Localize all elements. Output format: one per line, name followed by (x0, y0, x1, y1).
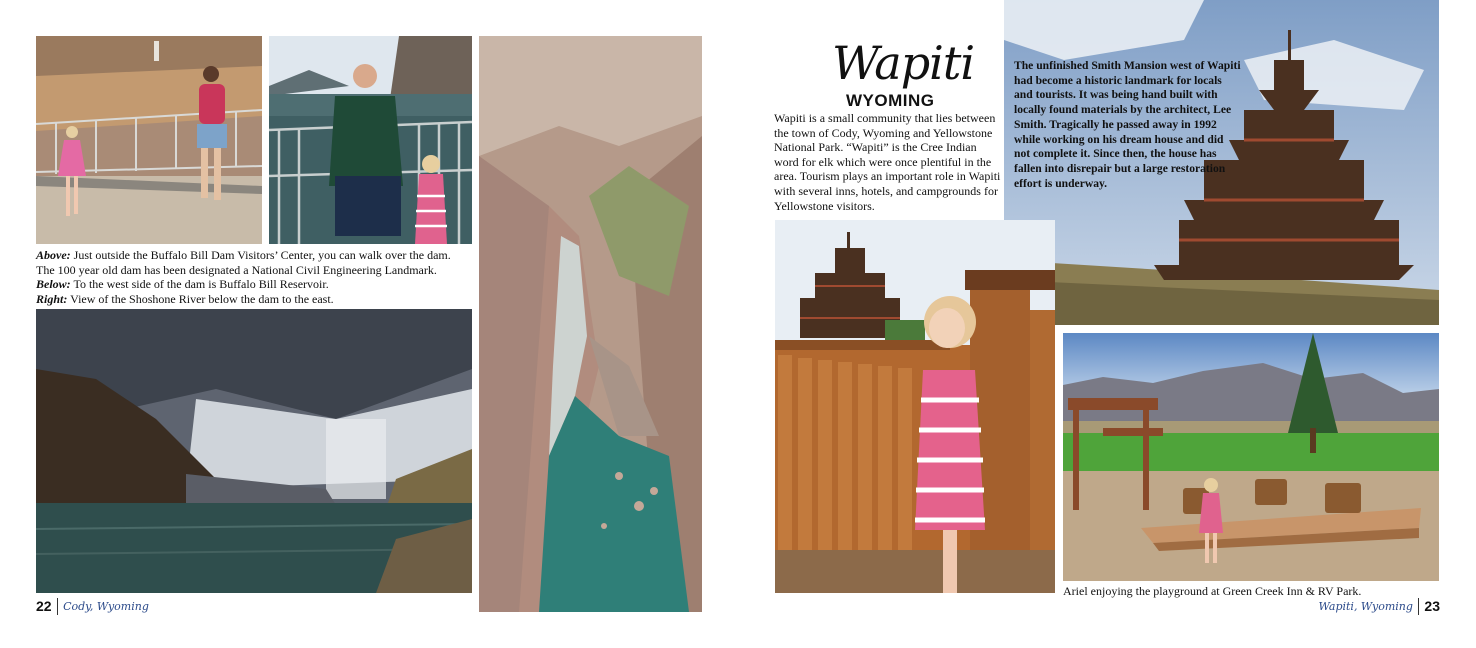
folio-divider (57, 598, 59, 615)
folio-divider (1418, 598, 1420, 615)
buffalo-bill-reservoir-photo (36, 309, 472, 593)
girl-fence-photo (775, 220, 1055, 593)
page-number-left: 22 (36, 598, 52, 614)
right-page-footer (1319, 596, 1440, 616)
wapiti-script-title: Wapiti (832, 36, 975, 90)
caption-right-text: View of the Shoshone River below the dam to the east. (67, 291, 334, 306)
dam-railing-photo (269, 36, 472, 244)
smith-mansion-text: The unfinished Smith Mansion west of Wapiti had become a historic landmark for locals and tourists. It was being hand built with locally found materials by the architect, Lee Smith. Tragically he passed away in 1992 while working on his dream house and did not complete it. Since then, the house has fallen into disrepair but a large restoration effort is underway. (1014, 59, 1241, 190)
running-footer-right: Wapiti, Wyoming (1318, 599, 1413, 613)
left-page-footer (36, 596, 149, 616)
page-number-right: 23 (1424, 598, 1440, 614)
playground-caption: Ariel enjoying the playground at Green Creek Inn & RV Park. (1063, 584, 1362, 598)
running-footer-left: Cody, Wyoming (63, 599, 149, 613)
wyoming-subtitle: WYOMING (846, 91, 935, 110)
caption-right-label: Right: (36, 291, 68, 306)
shoshone-river-canyon-photo (479, 36, 702, 612)
dam-photos-caption (36, 248, 472, 306)
green-creek-playground-photo (1063, 333, 1439, 581)
caption-below-label: Below: (36, 277, 71, 292)
wapiti-intro-text: Wapiti is a small community that lies between the town of Cody, Wyoming and Yellowstone National Park. “Wapiti” is the Cree Indian word for elk which were once plentiful in the area. Tourism plays an important role in Wapiti with several inns, hotels, and campgrounds for Yellowstone visitors. (774, 111, 1001, 213)
caption-above-text: Just outside the Buffalo Bill Dam Visitors’ Center, you can walk over the dam. The 100 year old dam has been designated a National Civil Engineering Landmark. (36, 248, 451, 277)
caption-below-text: To the west side of the dam is Buffalo Bill Reservoir. (70, 277, 329, 292)
caption-above-label: Above: (36, 248, 71, 262)
dam-walkway-photo (36, 36, 262, 244)
